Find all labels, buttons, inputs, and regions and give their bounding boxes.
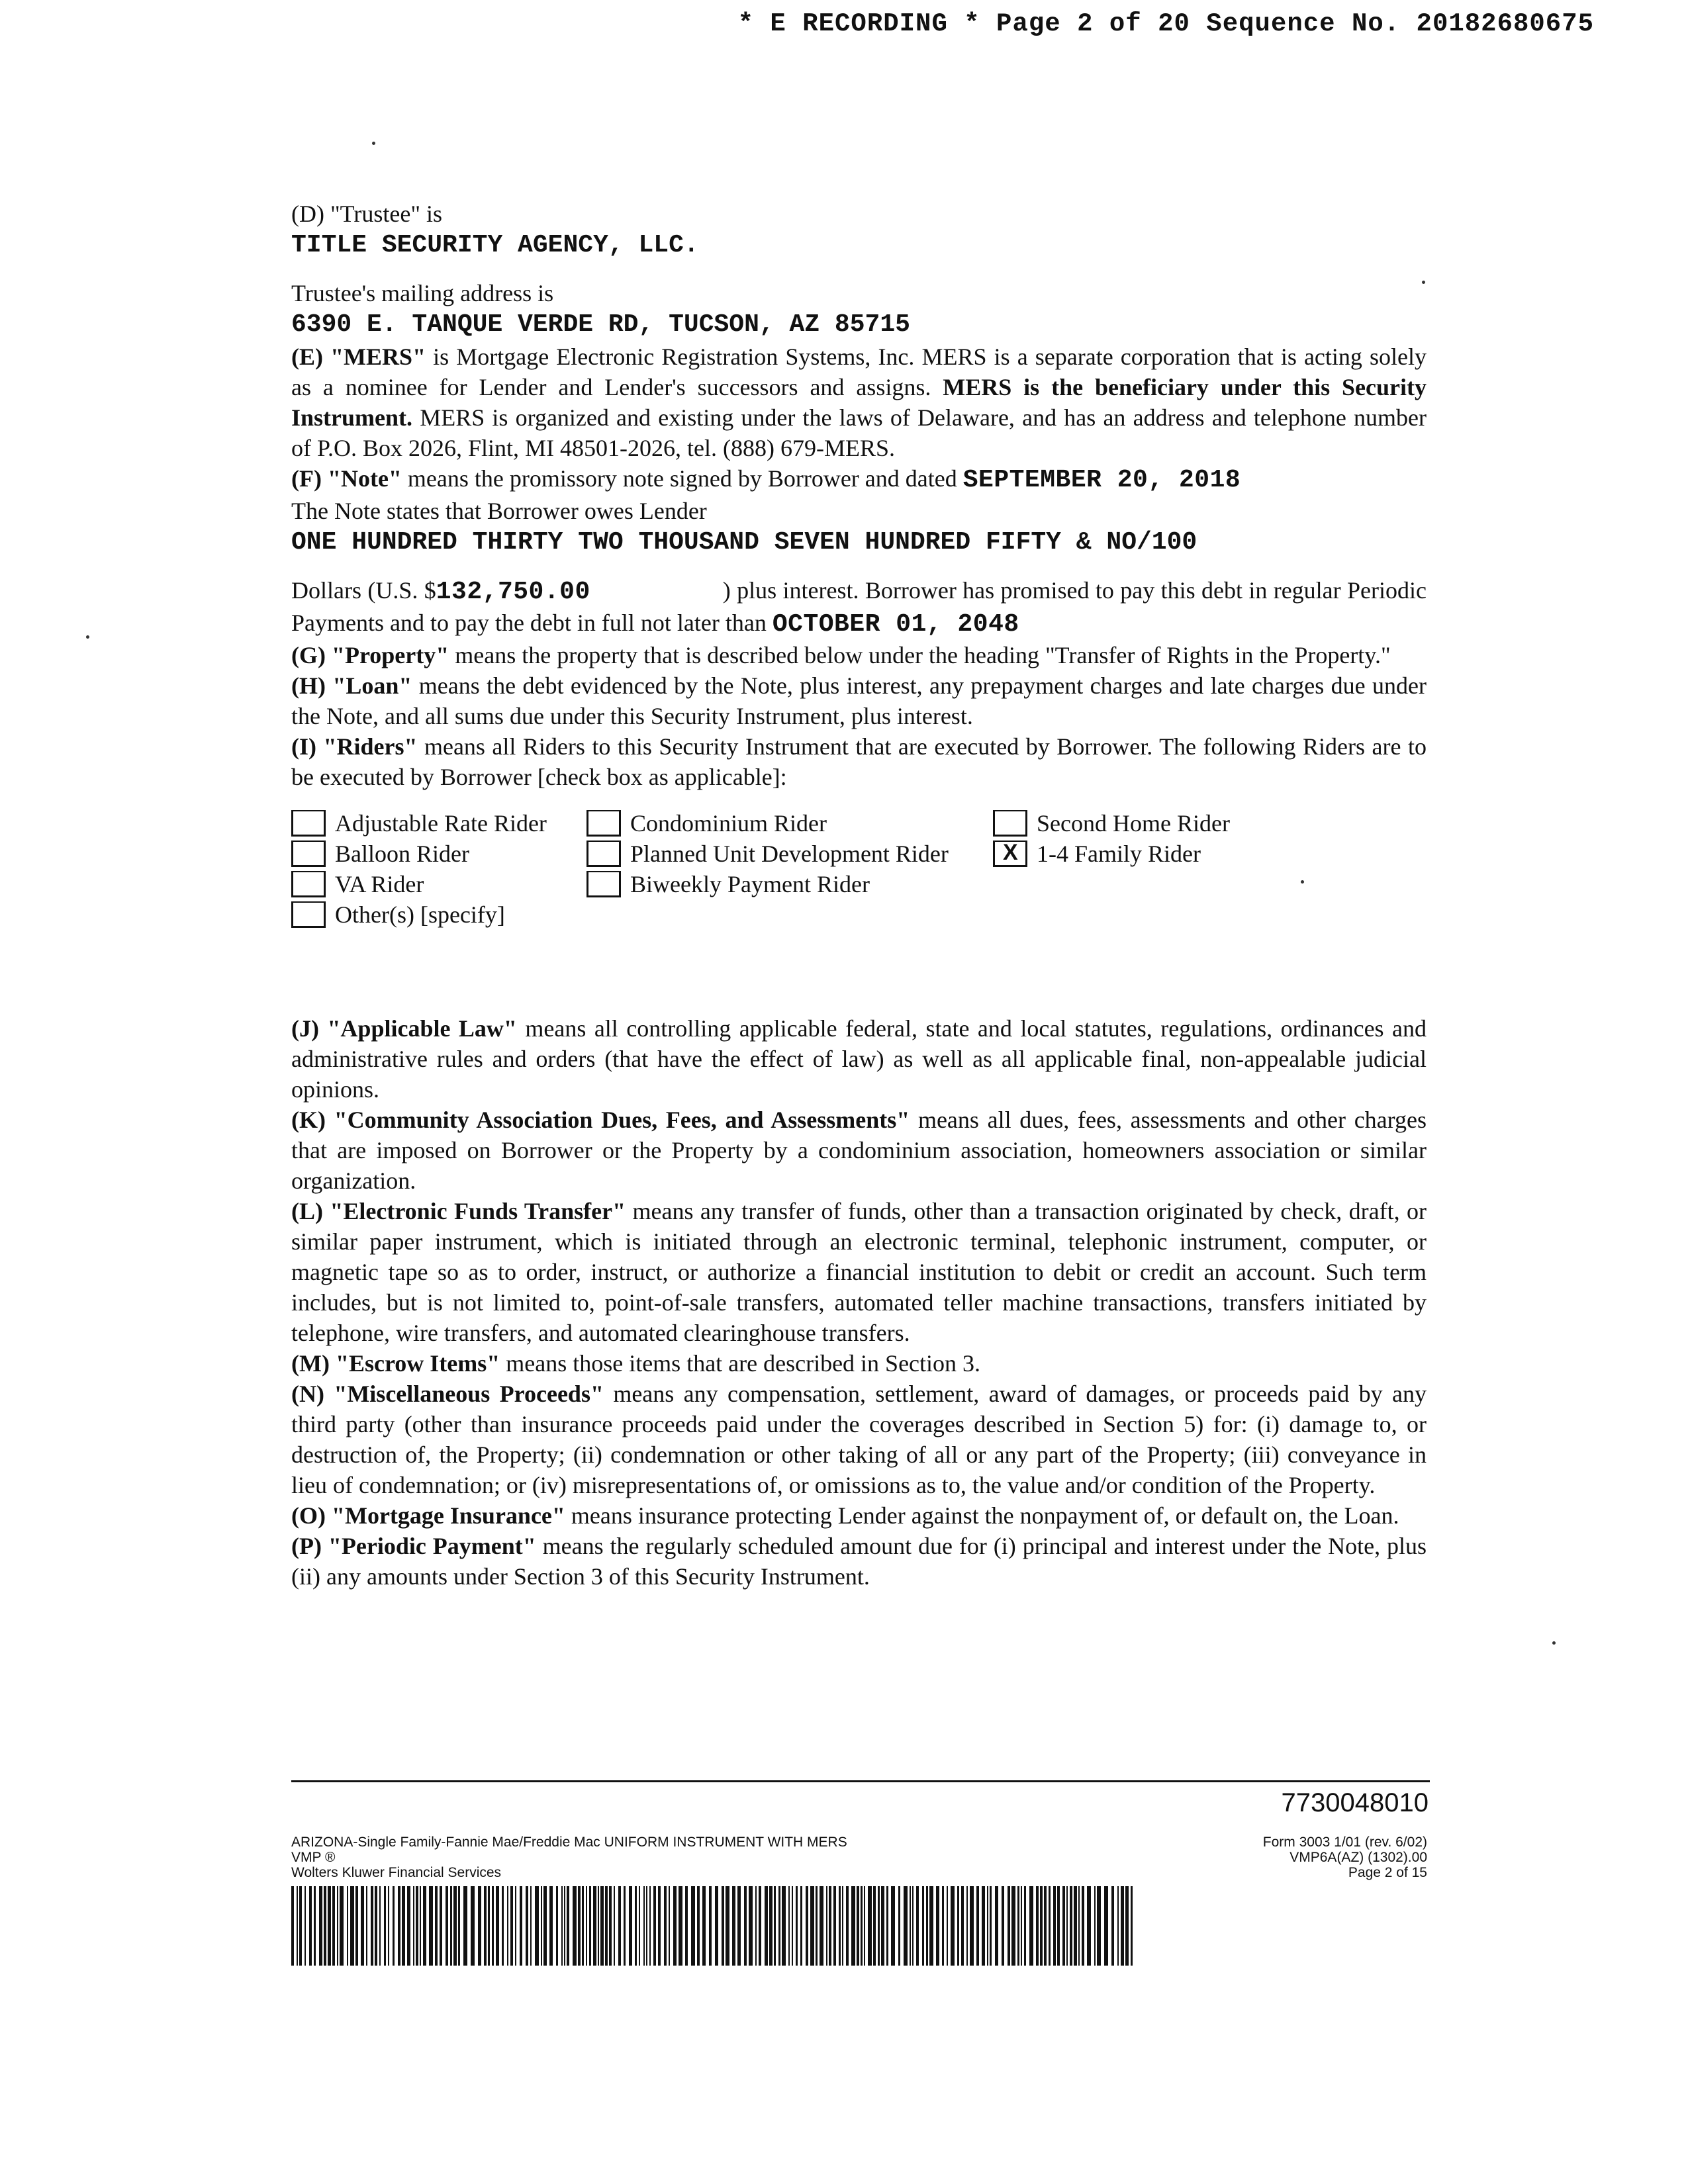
trustee-address-line <box>291 308 1427 341</box>
section-m-label: (M) "Escrow Items" <box>291 1350 500 1377</box>
recording-header: * E RECORDING * Page 2 of 20 Sequence No. 20182680675 <box>737 9 1594 38</box>
barcode-bar <box>496 1886 499 1966</box>
barcode-bar <box>567 1886 569 1966</box>
barcode-bar <box>614 1886 615 1966</box>
barcode-bar <box>609 1886 612 1966</box>
footer-vmp: VMP ® <box>291 1850 336 1865</box>
barcode-bar <box>1017 1886 1019 1966</box>
barcode-bar <box>388 1886 389 1966</box>
footer-form-title: ARIZONA-Single Family-Fannie Mae/Freddie Mac UNIFORM INSTRUMENT WITH MERS <box>291 1835 847 1850</box>
barcode-bar <box>573 1886 577 1966</box>
barcode-bar <box>458 1886 460 1966</box>
barcode-bar <box>543 1886 547 1966</box>
barcode-bar <box>510 1886 513 1966</box>
barcode-bar <box>413 1886 414 1966</box>
section-h-text: means the debt evidenced by the Note, plus interest, any prepayment charges and late charges due under the Note, and all sums due under this Security Instrument, plus interest. <box>291 672 1427 729</box>
note-date: SEPTEMBER 20, 2018 <box>962 466 1241 494</box>
barcode-bar <box>1040 1886 1043 1966</box>
barcode-bar <box>881 1886 884 1966</box>
barcode-bar <box>759 1886 761 1966</box>
rider-label: Other(s) [specify] <box>335 901 505 928</box>
barcode-bar <box>598 1886 599 1966</box>
section-g <box>291 640 1427 670</box>
barcode-bar <box>829 1886 831 1966</box>
barcode-bar <box>488 1886 490 1966</box>
barcode-bar <box>910 1886 911 1966</box>
rider-1-4-family[interactable] <box>993 839 1201 869</box>
barcode-bar <box>618 1886 621 1966</box>
scan-speck <box>1422 281 1425 284</box>
section-k <box>291 1105 1427 1196</box>
barcode-bar <box>1002 1886 1004 1966</box>
barcode-bar <box>942 1886 944 1966</box>
section-f-label: (F) "Note" <box>291 465 402 492</box>
barcode-bar <box>402 1886 405 1966</box>
barcode-bar <box>328 1886 331 1966</box>
barcode-bar <box>782 1886 786 1966</box>
rider-label: Condominium Rider <box>630 810 827 837</box>
barcode-bar <box>337 1886 338 1966</box>
barcode-bar <box>530 1886 532 1966</box>
barcode-bar <box>679 1886 682 1966</box>
section-o-label: (O) "Mortgage Insurance" <box>291 1502 565 1529</box>
barcode-bar <box>1021 1886 1022 1966</box>
section-f <box>291 463 1427 496</box>
barcode-bar <box>912 1886 914 1966</box>
barcode-bar <box>957 1886 959 1966</box>
footer-publisher: Wolters Kluwer Financial Services <box>291 1865 502 1880</box>
barcode-bar <box>507 1886 508 1966</box>
section-g-text: means the property that is described below under the heading "Transfer of Rights in the Property." <box>449 642 1391 668</box>
section-h-label: (H) "Loan" <box>291 672 412 699</box>
barcode-bar <box>673 1886 677 1966</box>
checkbox[interactable] <box>291 810 326 837</box>
barcode-bar <box>1024 1886 1026 1966</box>
barcode-bar <box>961 1886 964 1966</box>
rider-adjustable-rate[interactable] <box>291 808 547 839</box>
checkbox[interactable] <box>586 810 621 837</box>
barcode-bar <box>384 1886 386 1966</box>
rider-balloon[interactable] <box>291 839 469 869</box>
barcode-bar <box>593 1886 596 1966</box>
barcode-bar <box>629 1886 632 1966</box>
trustee-address: 6390 E. TANQUE VERDE RD, TUCSON, AZ 85715 <box>291 310 910 339</box>
barcode-bar <box>833 1886 836 1966</box>
note-owes-line: The Note states that Borrower owes Lender <box>291 498 707 524</box>
barcode-bar <box>951 1886 955 1966</box>
barcode-bar <box>722 1886 724 1966</box>
checkbox[interactable] <box>291 901 326 928</box>
section-o <box>291 1500 1427 1531</box>
barcode-bar <box>947 1886 948 1966</box>
barcode-bar <box>1011 1886 1015 1966</box>
barcode-bar <box>886 1886 888 1966</box>
trustee-name: TITLE SECURITY AGENCY, LLC. <box>291 231 699 259</box>
rider-label: Adjustable Rate Rider <box>335 810 547 837</box>
barcode-bar <box>484 1886 487 1966</box>
checkbox[interactable] <box>291 871 326 897</box>
barcode-bar <box>702 1886 706 1966</box>
loan-amount-words: ONE HUNDRED THIRTY TWO THOUSAND SEVEN HUNDRED FIFTY & NO/100 <box>291 528 1197 557</box>
footer-vmp-code: VMP6A(AZ) (1302).00 <box>1289 1850 1427 1865</box>
barcode-bar <box>1008 1886 1010 1966</box>
barcode-bar <box>471 1886 475 1966</box>
barcode-bar <box>976 1886 979 1966</box>
barcode-bar <box>1094 1886 1096 1966</box>
rider-label: Second Home Rider <box>1037 810 1230 837</box>
barcode-bar <box>564 1886 565 1966</box>
barcode-bar <box>732 1886 735 1966</box>
barcode-bar <box>639 1886 640 1966</box>
section-e-text2: MERS is organized and existing under the laws of Delaware, and has an address and telephone number of P.O. Box 2026, Flint, MI 48501-2026, tel. (888) 679-MERS. <box>291 404 1427 461</box>
section-h <box>291 670 1427 731</box>
dollars-pre: Dollars (U.S. $ <box>291 577 436 604</box>
barcode-bar <box>891 1886 895 1966</box>
rider-label: VA Rider <box>335 871 424 897</box>
barcode-bar <box>1117 1886 1119 1966</box>
barcode-bar <box>445 1886 448 1966</box>
barcode-bar <box>826 1886 827 1966</box>
barcode-bar <box>873 1886 876 1966</box>
barcode-bar <box>515 1886 516 1966</box>
barcode-bar <box>1097 1886 1101 1966</box>
section-i-label: (I) "Riders" <box>291 733 418 760</box>
barcode-bar <box>1070 1886 1072 1966</box>
section-o-text: means insurance protecting Lender against the nonpayment of, or default on, the Loan. <box>565 1502 1399 1529</box>
barcode-bar <box>796 1886 798 1966</box>
barcode-bar <box>635 1886 637 1966</box>
loan-number: 7730048010 <box>1281 1788 1429 1817</box>
barcode-bar <box>309 1886 312 1966</box>
section-i <box>291 731 1427 792</box>
section-j <box>291 1013 1427 1105</box>
barcode-bar <box>407 1886 410 1966</box>
rider-label: Biweekly Payment Rider <box>630 871 870 897</box>
barcode-bar <box>916 1886 919 1966</box>
checkbox[interactable] <box>993 810 1027 837</box>
barcode-bar <box>800 1886 802 1966</box>
barcode-bar <box>1078 1886 1080 1966</box>
rider-va[interactable] <box>291 869 424 899</box>
scan-speck <box>86 635 89 639</box>
section-p-text: means the regularly scheduled amount due for (i) principal and interest under the Note, plus (ii) any amounts under Section 3 of this Security Instrument. <box>291 1533 1427 1590</box>
barcode-bar <box>305 1886 306 1966</box>
barcode-bar <box>1131 1886 1133 1966</box>
rider-label: Balloon Rider <box>335 841 469 867</box>
dollars-paragraph <box>291 575 1427 640</box>
section-e <box>291 341 1427 463</box>
barcode-bar <box>1049 1886 1051 1966</box>
barcode-bar <box>774 1886 776 1966</box>
section-e-label: (E) "MERS" <box>291 343 426 370</box>
barcode-bar <box>851 1886 855 1966</box>
barcode-bar <box>556 1886 558 1966</box>
section-m-text: means those items that are described in Section 3. <box>500 1350 981 1377</box>
barcode-bar <box>990 1886 992 1966</box>
barcode-bar <box>792 1886 793 1966</box>
barcode-bar <box>355 1886 358 1966</box>
rider-label: 1-4 Family Rider <box>1037 841 1201 867</box>
barcode-bar <box>846 1886 849 1966</box>
section-e-bold: MERS is the beneficiary under this Security Instrument. <box>291 374 1427 431</box>
barcode-bar <box>788 1886 790 1966</box>
barcode-bar <box>435 1886 438 1966</box>
section-n-label: (N) "Miscellaneous Proceeds" <box>291 1381 604 1407</box>
barcode-bar <box>970 1886 974 1966</box>
rider-other[interactable] <box>291 899 505 930</box>
barcode-bar <box>810 1886 814 1966</box>
checkbox[interactable] <box>586 871 621 897</box>
barcode-bar <box>398 1886 400 1966</box>
barcode-bar <box>864 1886 865 1966</box>
barcode-bar <box>1104 1886 1108 1966</box>
barcode-bar <box>987 1886 988 1966</box>
barcode-bar <box>319 1886 322 1966</box>
barcode-bar <box>769 1886 773 1966</box>
barcode-bar <box>765 1886 768 1966</box>
barcode-bar <box>715 1886 718 1966</box>
barcode-bar <box>605 1886 608 1966</box>
barcode-bar <box>1044 1886 1047 1966</box>
barcode-bar <box>453 1886 457 1966</box>
barcode-bar <box>463 1886 467 1966</box>
section-e-text1: is Mortgage Electronic Registration Systems, Inc. MERS is a separate corporation that is acting solely as a nominee for Lender and Lender's successors and assigns. <box>291 343 1427 400</box>
barcode-bar <box>929 1886 933 1966</box>
barcode-bar <box>526 1886 528 1966</box>
barcode-bar <box>1029 1886 1033 1966</box>
section-l-label: (L) "Electronic Funds Transfer" <box>291 1198 626 1224</box>
barcode-bar <box>561 1886 563 1966</box>
barcode-bar <box>839 1886 841 1966</box>
barcode-bar <box>1074 1886 1077 1966</box>
barcode-bar <box>375 1886 377 1966</box>
maturity-date: OCTOBER 01, 2048 <box>772 610 1019 639</box>
section-m <box>291 1348 1427 1379</box>
barcode-bar <box>646 1886 647 1966</box>
barcode-bar <box>1057 1886 1060 1966</box>
barcode-bar <box>697 1886 700 1966</box>
barcode-bar <box>586 1886 587 1966</box>
section-k-text: means all dues, fees, assessments and other charges that are imposed on Borrower or the Property by a condominium association, homeowners association or similar organization. <box>291 1107 1427 1194</box>
section-i-text: means all Riders to this Security Instrument that are executed by Borrower. The following Riders are to be executed by Borrower [check box as applicable]: <box>291 733 1427 790</box>
barcode-bar <box>1066 1886 1068 1966</box>
scan-speck <box>1552 1641 1556 1645</box>
barcode-bar <box>624 1886 626 1966</box>
barcode-bar <box>778 1886 780 1966</box>
barcode-bar <box>324 1886 326 1966</box>
barcode-bar <box>1121 1886 1124 1966</box>
scan-speck <box>1301 880 1304 884</box>
loan-amount: 132,750.00 <box>436 578 590 606</box>
barcode-bar <box>393 1886 395 1966</box>
section-g-label: (G) "Property" <box>291 642 449 668</box>
rider-planned-unit-development[interactable] <box>586 839 949 869</box>
barcode-bar <box>857 1886 859 1966</box>
barcode-bar <box>379 1886 381 1966</box>
barcode-bar <box>685 1886 688 1966</box>
barcode-bar <box>744 1886 747 1966</box>
barcode-bar <box>520 1886 522 1966</box>
barcode-bar <box>653 1886 656 1966</box>
rider-second-home[interactable] <box>993 808 1230 839</box>
section-p <box>291 1531 1427 1592</box>
section-p-label: (P) "Periodic Payment" <box>291 1533 536 1559</box>
checkbox[interactable] <box>586 841 621 867</box>
barcode-bar <box>589 1886 591 1966</box>
checkbox-checked[interactable] <box>993 841 1027 867</box>
barcode-bar <box>1125 1886 1129 1966</box>
check-mark: X <box>1003 840 1018 865</box>
barcode <box>291 1886 1139 1966</box>
barcode-bar <box>582 1886 584 1966</box>
barcode-bar <box>332 1886 335 1966</box>
barcode-bar <box>297 1886 298 1966</box>
barcode-bar <box>842 1886 843 1966</box>
section-n <box>291 1379 1427 1500</box>
section-j-text: means all controlling applicable federal, state and local statutes, regulations, ordinances and administrative rules and orders (that have the effect of law) as well as all applicable final, non-appealable judicial opinions. <box>291 1015 1427 1103</box>
barcode-bar <box>502 1886 504 1966</box>
barcode-bar <box>868 1886 872 1966</box>
barcode-bar <box>966 1886 968 1966</box>
section-l-text: means any transfer of funds, other than a transaction originated by check, draft, or similar paper instrument, which is initiated through an electronic terminal, telephonic instrument, computer, or magnetic tape so as to order, instruct, or authorize a financial institution to debit or credit an account. Such term includes, but is not limited to, point-of-sale transfers, automated teller machine transactions, transfers initiated by telephone, wire transfers, and automated clearinghouse transfers. <box>291 1198 1427 1346</box>
section-l <box>291 1196 1427 1348</box>
barcode-bar <box>904 1886 908 1966</box>
barcode-bar <box>535 1886 539 1966</box>
barcode-bar <box>936 1886 939 1966</box>
barcode-bar <box>1111 1886 1114 1966</box>
barcode-bar <box>549 1886 553 1966</box>
barcode-bar <box>440 1886 442 1966</box>
barcode-bar <box>749 1886 753 1966</box>
footer-form-id: Form 3003 1/01 (rev. 6/02) <box>1262 1835 1427 1850</box>
barcode-bar <box>669 1886 670 1966</box>
barcode-bar <box>340 1886 344 1966</box>
barcode-bar <box>1053 1886 1056 1966</box>
rider-label: Planned Unit Development Rider <box>630 841 949 867</box>
barcode-bar <box>578 1886 581 1966</box>
barcode-bar <box>709 1886 712 1966</box>
barcode-bar <box>478 1886 481 1966</box>
section-f-text: means the promissory note signed by Borrower and dated <box>401 465 963 492</box>
barcode-bar <box>1062 1886 1065 1966</box>
barcode-bar <box>755 1886 757 1966</box>
section-n-text: means any compensation, settlement, award of damages, or proceeds paid by any third party (other than insurance proceeds paid under the coverages described in Section 5) for: (i) damage to, or destruction of, the Property; (ii) condemnation or other taking of all or any part of the Property; (iii) conveyance in lieu of condemnation; or (iv) misrepresentations of, or omissions as to, the value and/or condition of the Property. <box>291 1381 1427 1498</box>
scan-speck <box>372 142 375 145</box>
barcode-bar <box>423 1886 426 1966</box>
barcode-bar <box>806 1886 808 1966</box>
barcode-bar <box>314 1886 316 1966</box>
footer-form-info <box>291 1835 847 1880</box>
barcode-bar <box>861 1886 863 1966</box>
barcode-bar <box>982 1886 985 1966</box>
barcode-bar <box>816 1886 818 1966</box>
barcode-bar <box>820 1886 823 1966</box>
barcode-bar <box>1036 1886 1039 1966</box>
dollars-post: ) plus interest. Borrower has promised to pay this debt in regular Periodic Payments and to pay the debt in full not later than <box>291 577 1427 636</box>
checkbox[interactable] <box>291 841 326 867</box>
rider-biweekly-payment[interactable] <box>586 869 870 899</box>
barcode-bar <box>995 1886 998 1966</box>
section-d-lead: (D) "Trustee" is <box>291 201 443 227</box>
section-j-label: (J) "Applicable Law" <box>291 1015 517 1042</box>
barcode-bar <box>416 1886 418 1966</box>
barcode-bar <box>371 1886 373 1966</box>
barcode-bar <box>429 1886 433 1966</box>
section-k-label: (K) "Community Association Dues, Fees, and Assessments" <box>291 1107 910 1133</box>
footer-form-number <box>1263 1835 1427 1880</box>
barcode-bar <box>350 1886 354 1966</box>
barcode-bar <box>898 1886 900 1966</box>
barcode-bar <box>361 1886 364 1966</box>
barcode-bar <box>299 1886 302 1966</box>
barcode-bar <box>926 1886 928 1966</box>
barcode-bar <box>664 1886 667 1966</box>
barcode-bar <box>492 1886 494 1966</box>
barcode-bar <box>600 1886 604 1966</box>
trustee-mailing-label: Trustee's mailing address is <box>291 280 554 306</box>
barcode-bar <box>922 1886 924 1966</box>
footer-divider <box>291 1780 1430 1782</box>
barcode-bar <box>450 1886 452 1966</box>
barcode-bar <box>420 1886 421 1966</box>
document-body <box>291 199 1427 1592</box>
barcode-bar <box>658 1886 661 1966</box>
barcode-bar <box>1082 1886 1084 1966</box>
footer-page: Page 2 of 15 <box>1348 1865 1427 1880</box>
barcode-bar <box>643 1886 645 1966</box>
barcode-bar <box>347 1886 348 1966</box>
barcode-bar <box>366 1886 367 1966</box>
barcode-bar <box>691 1886 695 1966</box>
barcode-bar <box>649 1886 651 1966</box>
barcode-bar <box>541 1886 542 1966</box>
barcode-bar <box>1087 1886 1091 1966</box>
barcode-bar <box>291 1886 294 1966</box>
barcode-bar <box>726 1886 729 1966</box>
riders-checklist <box>291 808 1427 940</box>
barcode-bar <box>878 1886 880 1966</box>
barcode-bar <box>737 1886 741 1966</box>
rider-condominium[interactable] <box>586 808 827 839</box>
